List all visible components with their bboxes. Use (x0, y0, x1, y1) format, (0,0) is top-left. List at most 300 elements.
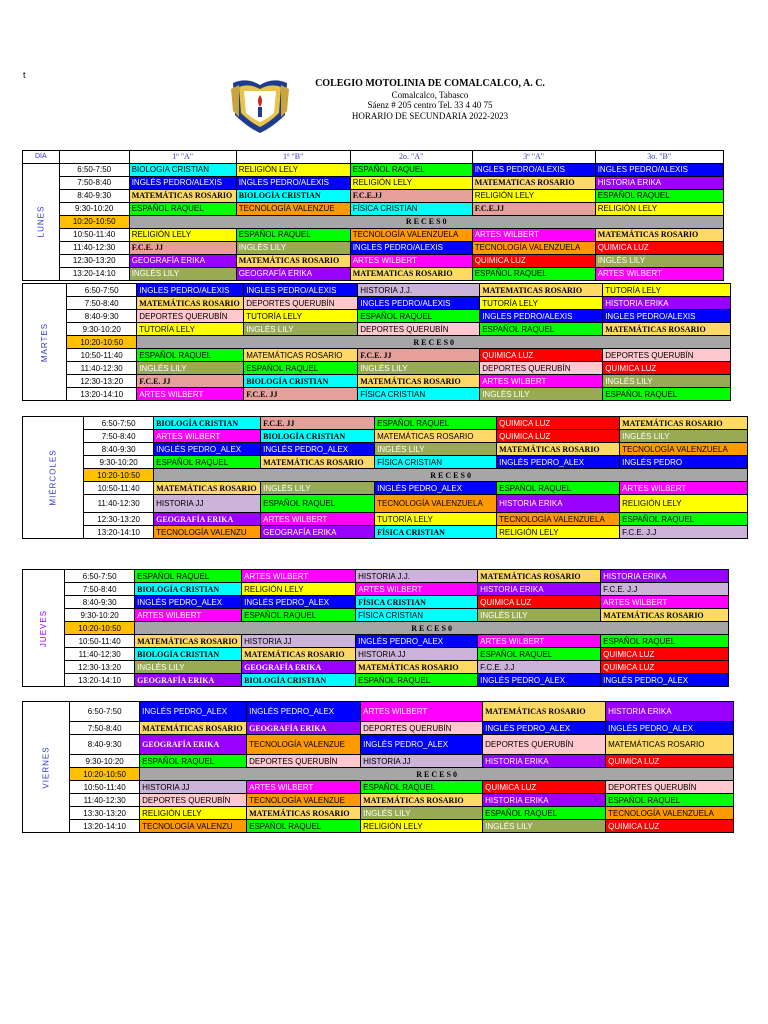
schedule-row (23, 254, 724, 267)
schedule-row (23, 609, 729, 622)
schedule-row (23, 297, 731, 310)
class-cell: RELIGIÓN LELY (595, 202, 723, 215)
schedule-table-miércoles (22, 416, 748, 539)
group-header: 3o. "B" (595, 151, 723, 164)
class-cell: MATEMATICAS ROSARIO (472, 176, 595, 189)
class-cell: BIOLOGIA CRISTIAN (129, 163, 236, 176)
school-header (295, 79, 565, 121)
class-cell: HISTORIA JJ (154, 495, 261, 513)
time-slot: 10:50-11:40 (84, 482, 154, 495)
class-cell: ESPAÑOL RAQUEL (140, 755, 247, 768)
schedule-row (23, 375, 731, 388)
class-cell: INGLÉS PEDRO_ALEX (497, 456, 620, 469)
class-cell: QUIMICA LUZ (601, 661, 729, 674)
schedule-row (23, 722, 734, 735)
class-cell: ARTES WILBERT (472, 228, 595, 241)
class-cell: MATEMÁTICAS ROSARIO (358, 375, 480, 388)
class-cell: RELIGIÓN LELY (620, 495, 748, 513)
schedule-row (23, 430, 748, 443)
schedule-row (23, 349, 731, 362)
class-cell: INGLÉS LILY (595, 254, 723, 267)
class-cell: HISTORIA JJ (242, 635, 356, 648)
schedule-row (23, 417, 748, 430)
class-cell: INGLES PEDRO/ALEXIS (472, 163, 595, 176)
class-cell: MATEMÁTICAS ROSARIO (375, 430, 497, 443)
day-name: LUNES (36, 205, 46, 238)
header-row (23, 151, 724, 164)
dia-header: DIA (23, 151, 60, 164)
class-cell: INGLÉS PEDRO_ALEX (361, 735, 483, 755)
time-slot: 9:30-10:20 (59, 202, 129, 215)
class-cell: MATEMÁTICAS ROSARIO (497, 443, 620, 456)
day-label (23, 163, 60, 280)
time-slot: 10:20-10:50 (65, 622, 135, 635)
time-slot: 12:30-13:20 (59, 254, 129, 267)
schedule-row (23, 482, 748, 495)
class-cell: TECNOLOGÍA VALENZU (140, 820, 247, 833)
schedule-row (23, 189, 724, 202)
time-slot: 7:50-8:40 (70, 722, 140, 735)
schedule-row (23, 794, 734, 807)
schedule-row (23, 388, 731, 401)
time-slot: 13:30-13:20 (70, 807, 140, 820)
class-cell: TECNOLOGÍA VALENZUELA (375, 495, 497, 513)
class-cell: INGLÉS PEDRO_ALEX (601, 674, 729, 687)
class-cell: MATEMÁTICAS ROSARIO (483, 702, 606, 722)
schedule-row (23, 284, 731, 297)
class-cell: INGLES PEDRO/ALEXIS (480, 310, 603, 323)
class-cell: INGLÉS LILY (478, 609, 601, 622)
class-cell: INGLÉS LILY (358, 362, 480, 375)
class-cell: ESPAÑOL RAQUEL (350, 163, 472, 176)
schedule-row (23, 456, 748, 469)
class-cell: ARTES WILBERT (356, 583, 478, 596)
time-slot: 9:30-10:20 (65, 609, 135, 622)
class-cell: INGLES PEDRO/ALEXIS (595, 163, 723, 176)
class-cell: INGLÉS PEDRO_ALEX (135, 596, 242, 609)
class-cell: ARTES WILBERT (361, 702, 483, 722)
class-cell: ESPAÑOL RAQUEL (601, 635, 729, 648)
class-cell: DEPORTES QUERUBÍN (361, 722, 483, 735)
schedule-row (23, 215, 724, 228)
schedule-row (23, 622, 729, 635)
class-cell: INGLÉS PEDRO_ALEX (356, 635, 478, 648)
class-cell: ESPAÑOL RAQUEL (606, 794, 734, 807)
group-header: 1º "B" (236, 151, 350, 164)
class-cell: HISTORIA J.J. (356, 570, 478, 583)
class-cell: TUTORÍA LELY (375, 513, 497, 526)
class-cell: INGLÉS PEDRO_ALEX (242, 596, 356, 609)
class-cell: BIOLOGÍA CRISTIAN (242, 674, 356, 687)
schedule-row (23, 362, 731, 375)
class-cell: FÍSICA CRISTIAN (358, 388, 480, 401)
class-cell: ESPAÑOL RAQUEL (472, 267, 595, 280)
time-slot: 13:20-14:10 (70, 820, 140, 833)
class-cell: DEPORTES QUERUBÍN (606, 781, 734, 794)
time-slot: 11:40-12:30 (84, 495, 154, 513)
schedule-row (23, 807, 734, 820)
time-slot: 8:40-9:30 (59, 189, 129, 202)
schedule-row (23, 648, 729, 661)
time-slot: 7:50-8:40 (59, 176, 129, 189)
time-slot: 9:30-10:20 (70, 755, 140, 768)
class-cell: ESPAÑOL RAQUEL (483, 807, 606, 820)
class-cell: QUIMICA LUZ (603, 362, 731, 375)
time-slot: 13:20-14:10 (65, 674, 135, 687)
class-cell: GEOGRAFÍA ERIKA (236, 267, 350, 280)
class-cell: F.C.E. J.J (478, 661, 601, 674)
class-cell: ARTES WILBERT (480, 375, 603, 388)
class-cell: TECNOLOGÍA VALENZUELA (472, 241, 595, 254)
break-cell: R E C E S 0 (154, 469, 748, 482)
class-cell: TECNOLOGÍA VALENZUELA (350, 228, 472, 241)
class-cell: F.C.E.JJ (350, 189, 472, 202)
class-cell: FÍSICA CRISTIAN (356, 596, 478, 609)
class-cell: MATEMÁTICAS ROSARIO (244, 349, 358, 362)
schedule-row (23, 583, 729, 596)
class-cell: MATEMÁTICAS ROSARIO (236, 254, 350, 267)
class-cell: FÍSICA CRISTIAN (356, 609, 478, 622)
class-cell: ARTES WILBERT (261, 513, 375, 526)
time-slot: 6:50-7:50 (65, 570, 135, 583)
class-cell: F.C.E. JJ (261, 417, 375, 430)
schedule-table-lunes (22, 150, 724, 281)
class-cell: RELIGIÓN LELY (350, 176, 472, 189)
time-slot: 10:20-10:50 (67, 336, 137, 349)
schedule-row (23, 635, 729, 648)
day-name: MIÉRCOLES (48, 449, 58, 506)
day-label (23, 417, 84, 539)
class-cell: MATEMÁTICAS ROSARIO (129, 189, 236, 202)
schedule-table-jueves (22, 569, 729, 687)
day-name: MARTES (40, 322, 50, 362)
class-cell: QUIMICA LUZ (497, 430, 620, 443)
class-cell: QUIMICA LUZ (606, 820, 734, 833)
class-cell: INGLÉS PEDRO_ALEX (478, 674, 601, 687)
day-label (23, 570, 65, 687)
class-cell: F.C.E.JJ (472, 202, 595, 215)
class-cell: HISTORIA ERIKA (595, 176, 723, 189)
class-cell: ARTES WILBERT (247, 781, 361, 794)
class-cell: ARTES WILBERT (154, 430, 261, 443)
class-cell: MATEMÁTICAS ROSARIO (261, 456, 375, 469)
class-cell: MATEMÁTICAS ROSARIO (603, 323, 731, 336)
class-cell: MATEMATICAS ROSARIO (350, 267, 472, 280)
time-slot: 10:50-11:40 (70, 781, 140, 794)
time-slot: 7:50-8:40 (84, 430, 154, 443)
class-cell: DEPORTES QUERUBÍN (137, 310, 244, 323)
class-cell: INGLES PEDRO/ALEXIS (236, 176, 350, 189)
class-cell: F.C.E. J.J (620, 526, 748, 539)
class-cell: INGLÉS LILY (375, 443, 497, 456)
time-slot: 10:20-10:50 (59, 215, 129, 228)
time-slot: 6:50-7:50 (70, 702, 140, 722)
schedule-row (23, 661, 729, 674)
class-cell: DEPORTES QUERUBÍN (358, 323, 480, 336)
class-cell: TUTORÍA LELY (480, 297, 603, 310)
class-cell: INGLÉS LILY (261, 482, 375, 495)
class-cell: INGLÉS LILY (236, 241, 350, 254)
class-cell: GEOGRAFÍA ERIKA (242, 661, 356, 674)
class-cell: ESPAÑOL RAQUEL (361, 781, 483, 794)
schedule-row (23, 336, 731, 349)
time-slot: 10:50-11:40 (59, 228, 129, 241)
schedule-row (23, 469, 748, 482)
time-slot: 11:40-12:30 (65, 648, 135, 661)
class-cell: ARTES WILBERT (478, 635, 601, 648)
class-cell: HISTORIA JJ (361, 755, 483, 768)
class-cell: ESPAÑOL RAQUEL (242, 609, 356, 622)
class-cell: MATEMÁTICAS ROSARIO (356, 661, 478, 674)
time-slot: 7:50-8:40 (67, 297, 137, 310)
class-cell: RELIGIÓN LELY (236, 163, 350, 176)
class-cell: ARTES WILBERT (601, 596, 729, 609)
time-slot: 12:30-13:20 (65, 661, 135, 674)
break-cell: R E C E S 0 (137, 336, 731, 349)
class-cell: ESPAÑOL RAQUEL (247, 820, 361, 833)
class-cell: BIOLOGÍA CRISTIAN (236, 189, 350, 202)
class-cell: INGLES PEDRO/ALEXIS (350, 241, 472, 254)
class-cell: MATEMÁTICAS ROSARIO (478, 570, 601, 583)
class-cell: INGLÉS PEDRO_ALEX (261, 443, 375, 456)
class-cell: DEPORTES QUERUBÍN (483, 735, 606, 755)
class-cell: HISTORIA ERIKA (606, 702, 734, 722)
class-cell: INGLÉS LILY (480, 388, 603, 401)
schedule-row (23, 267, 724, 280)
class-cell: TUTORÍA LELY (244, 310, 358, 323)
class-cell: QUIMICA LUZ (595, 241, 723, 254)
time-slot: 13:20-14:10 (67, 388, 137, 401)
class-cell: DEPORTES QUERUBÍN (244, 297, 358, 310)
class-cell: QUIMICA LUZ (601, 648, 729, 661)
schedule-row (23, 495, 748, 513)
class-cell: TECNOLOGÍA VALENZUELA (497, 513, 620, 526)
class-cell: F.C.E. JJ (244, 388, 358, 401)
class-cell: HISTORIA JJ (356, 648, 478, 661)
schedule-row (23, 735, 734, 755)
time-slot: 6:50-7:50 (59, 163, 129, 176)
class-cell: QUIMICA LUZ (497, 417, 620, 430)
class-cell: HISTORIA ERIKA (497, 495, 620, 513)
class-cell: ESPAÑOL RAQUEL (603, 388, 731, 401)
class-cell: TECNOLOGÍA VALENZU (154, 526, 261, 539)
class-cell: GEOGRAFÍA ERIKA (261, 526, 375, 539)
class-cell: TUTORÍA LELY (137, 323, 244, 336)
schedule-row (23, 781, 734, 794)
class-cell: ESPAÑOL RAQUEL (244, 362, 358, 375)
class-cell: HISTORIA ERIKA (603, 297, 731, 310)
schedule-table-viernes (22, 701, 734, 833)
schedule-row (23, 570, 729, 583)
class-cell: QUIMICA LUZ (483, 781, 606, 794)
group-header: 3º "A" (472, 151, 595, 164)
corner-mark: t (23, 70, 26, 80)
day-label (23, 702, 70, 833)
school-name: COLEGIO MOTOLINIA DE COMALCALCO, A. C. (315, 78, 545, 89)
schedule-title: HORARIO DE SECUNDARIA 2022-2023 (351, 110, 509, 121)
class-cell: QUIMICA LUZ (472, 254, 595, 267)
class-cell: ESPAÑOL RAQUEL (497, 482, 620, 495)
class-cell: INGLES PEDRO/ALEXIS (137, 284, 244, 297)
school-crest-logo (229, 75, 291, 135)
class-cell: RELIGIÓN LELY (242, 583, 356, 596)
schedule-table-martes (22, 283, 731, 401)
class-cell: ESPAÑOL RAQUEL (236, 228, 350, 241)
class-cell: INGLÉS PEDRO (620, 456, 748, 469)
class-cell: ARTES WILBERT (137, 388, 244, 401)
class-cell: GEOGRAFÍA ERIKA (247, 722, 361, 735)
class-cell: MATEMÁTICAS ROSARIO (154, 482, 261, 495)
class-cell: HISTORIA JJ (140, 781, 247, 794)
class-cell: ESPAÑOL RAQUEL (375, 417, 497, 430)
time-slot: 10:50-11:40 (67, 349, 137, 362)
class-cell: HISTORIA ERIKA (483, 794, 606, 807)
class-cell: INGLÉS PEDRO_ALEX (247, 702, 361, 722)
time-slot: 8:40-9:30 (70, 735, 140, 755)
class-cell: ARTES WILBERT (350, 254, 472, 267)
day-label (23, 284, 67, 401)
group-header: 1º "A" (129, 151, 236, 164)
class-cell: ESPAÑOL RAQUEL (261, 495, 375, 513)
time-slot: 11:40-12:30 (70, 794, 140, 807)
class-cell: ARTES WILBERT (620, 482, 748, 495)
class-cell: RELIGIÓN LELY (472, 189, 595, 202)
class-cell: ESPAÑOL RAQUEL (356, 674, 478, 687)
class-cell: INGLÉS LILY (483, 820, 606, 833)
schedule-row (23, 768, 734, 781)
class-cell: HISTORIA ERIKA (483, 755, 606, 768)
class-cell: INGLÉS PEDRO_ALEX (606, 722, 734, 735)
class-cell: TECNOLOGÍA VALENZUE (247, 794, 361, 807)
class-cell: ESPAÑOL RAQUEL (595, 189, 723, 202)
schedule-row (23, 513, 748, 526)
class-cell: RELIGIÓN LELY (497, 526, 620, 539)
class-cell: MATEMÁTICAS ROSARIO (135, 635, 242, 648)
class-cell: INGLÉS PEDRO/ALEXIS (129, 176, 236, 189)
class-cell: ESPAÑOL RAQUEL (480, 323, 603, 336)
class-cell: HISTORIA ERIKA (601, 570, 729, 583)
class-cell: INGLÉS LILY (620, 430, 748, 443)
class-cell: INGLÉS LILY (361, 807, 483, 820)
class-cell: BIOLOGÍA CRISTIAN (135, 583, 242, 596)
schedule-row (23, 755, 734, 768)
time-slot: 8:40-9:30 (67, 310, 137, 323)
class-cell: MATEMÁTICAS ROSARIO (606, 735, 734, 755)
class-cell: ESPAÑOL RAQUEL (135, 570, 242, 583)
class-cell: RELIGIÓN LELY (140, 807, 247, 820)
class-cell: TECNOLOGÍA VALENZUE (236, 202, 350, 215)
break-cell: R E C E S 0 (140, 768, 734, 781)
schedule-row (23, 310, 731, 323)
class-cell: TECNOLOGÍA VALENZUELA (606, 807, 734, 820)
group-header: 2o. "A" (350, 151, 472, 164)
schedule-row (23, 820, 734, 833)
day-name: VIERNES (41, 745, 51, 789)
class-cell: TUTORÍA LELY (603, 284, 731, 297)
day-name: JUEVES (39, 609, 49, 647)
class-cell: MATEMÁTICAS ROSARIO (140, 722, 247, 735)
schedule-row (23, 596, 729, 609)
class-cell: GEOGRAFÍA ERIKA (135, 674, 242, 687)
class-cell: INGLÉS PEDRO_ALEX (483, 722, 606, 735)
class-cell: DEPORTES QUERUBÍN (603, 349, 731, 362)
schedule-row (23, 241, 724, 254)
time-header (59, 151, 129, 164)
time-slot: 10:20-10:50 (84, 469, 154, 482)
class-cell: HISTORIA ERIKA (478, 583, 601, 596)
time-slot: 13:20-14:10 (59, 267, 129, 280)
class-cell: MATEMATICAS ROSARIO (480, 284, 603, 297)
class-cell: BIOLOGÍA CRISTIAN (154, 417, 261, 430)
class-cell: ARTES WILBERT (135, 609, 242, 622)
class-cell: GEOGRAFÍA ERIKA (129, 254, 236, 267)
class-cell: INGLÉS LILY (129, 267, 236, 280)
schedule-row (23, 323, 731, 336)
time-slot: 6:50-7:50 (67, 284, 137, 297)
break-cell: R E C E S 0 (135, 622, 729, 635)
time-slot: 8:40-9:30 (65, 596, 135, 609)
class-cell: FÍSICA CRISTIAN (350, 202, 472, 215)
time-slot: 12:30-13:20 (67, 375, 137, 388)
class-cell: INGLÉS LILY (135, 661, 242, 674)
class-cell: INGLÉS PEDRO_ALEX (375, 482, 497, 495)
class-cell: FÍSICA CRISTIAN (375, 456, 497, 469)
class-cell: ESPAÑOL RAQUEL (154, 456, 261, 469)
break-cell: R E C E S 0 (129, 215, 723, 228)
schedule-row (23, 674, 729, 687)
time-slot: 7:50-8:40 (65, 583, 135, 596)
class-cell: ARTES WILBERT (595, 267, 723, 280)
class-cell: TECNOLOGÍA VALENZUE (247, 735, 361, 755)
class-cell: F.C.E. JJ (129, 241, 236, 254)
class-cell: GEOGRAFÍA ERIKA (154, 513, 261, 526)
class-cell: F.C.E. JJ (358, 349, 480, 362)
class-cell: F.C.E. JJ (137, 375, 244, 388)
class-cell: GEOGRAFÍA ERIKA (140, 735, 247, 755)
class-cell: F.C.E. J.J (601, 583, 729, 596)
class-cell: MATEMÁTICAS ROSARIO (247, 807, 361, 820)
class-cell: INGLES PEDRO/ALEXIS (603, 310, 731, 323)
class-cell: ARTES WILBERT (242, 570, 356, 583)
class-cell: DEPORTES QUERUBÍN (140, 794, 247, 807)
class-cell: RELIGIÓN LELY (129, 228, 236, 241)
schedule-row (23, 202, 724, 215)
schedule-row (23, 176, 724, 189)
time-slot: 9:30-10:20 (67, 323, 137, 336)
class-cell: BIOLOGÍA CRISTIAN (261, 430, 375, 443)
schedule-row (23, 702, 734, 722)
class-cell: FÍSICA CRISTIAN (375, 526, 497, 539)
class-cell: DEPORTES QUERUBÍN (480, 362, 603, 375)
class-cell: DEPORTES QUERUBÍN (247, 755, 361, 768)
class-cell: MATEMÁTICAS ROSARIO (620, 417, 748, 430)
class-cell: ESPAÑOL RAQUEL (478, 648, 601, 661)
time-slot: 13:20-14:10 (84, 526, 154, 539)
class-cell: INGLÉS PEDRO_ALEX (154, 443, 261, 456)
schedule-row (23, 526, 748, 539)
class-cell: MATEMÁTICAS ROSARIO (137, 297, 244, 310)
time-slot: 10:50-11:40 (65, 635, 135, 648)
time-slot: 8:40-9:30 (84, 443, 154, 456)
class-cell: MATEMÁTICAS ROSARIO (601, 609, 729, 622)
time-slot: 12:30-13:20 (84, 513, 154, 526)
class-cell: INGLÉS LILY (137, 362, 244, 375)
schedule-row (23, 228, 724, 241)
class-cell: QUIMICA LUZ (606, 755, 734, 768)
class-cell: MATEMÁTICAS ROSARIO (595, 228, 723, 241)
schedule-row (23, 163, 724, 176)
class-cell: QUIMICA LUZ (478, 596, 601, 609)
